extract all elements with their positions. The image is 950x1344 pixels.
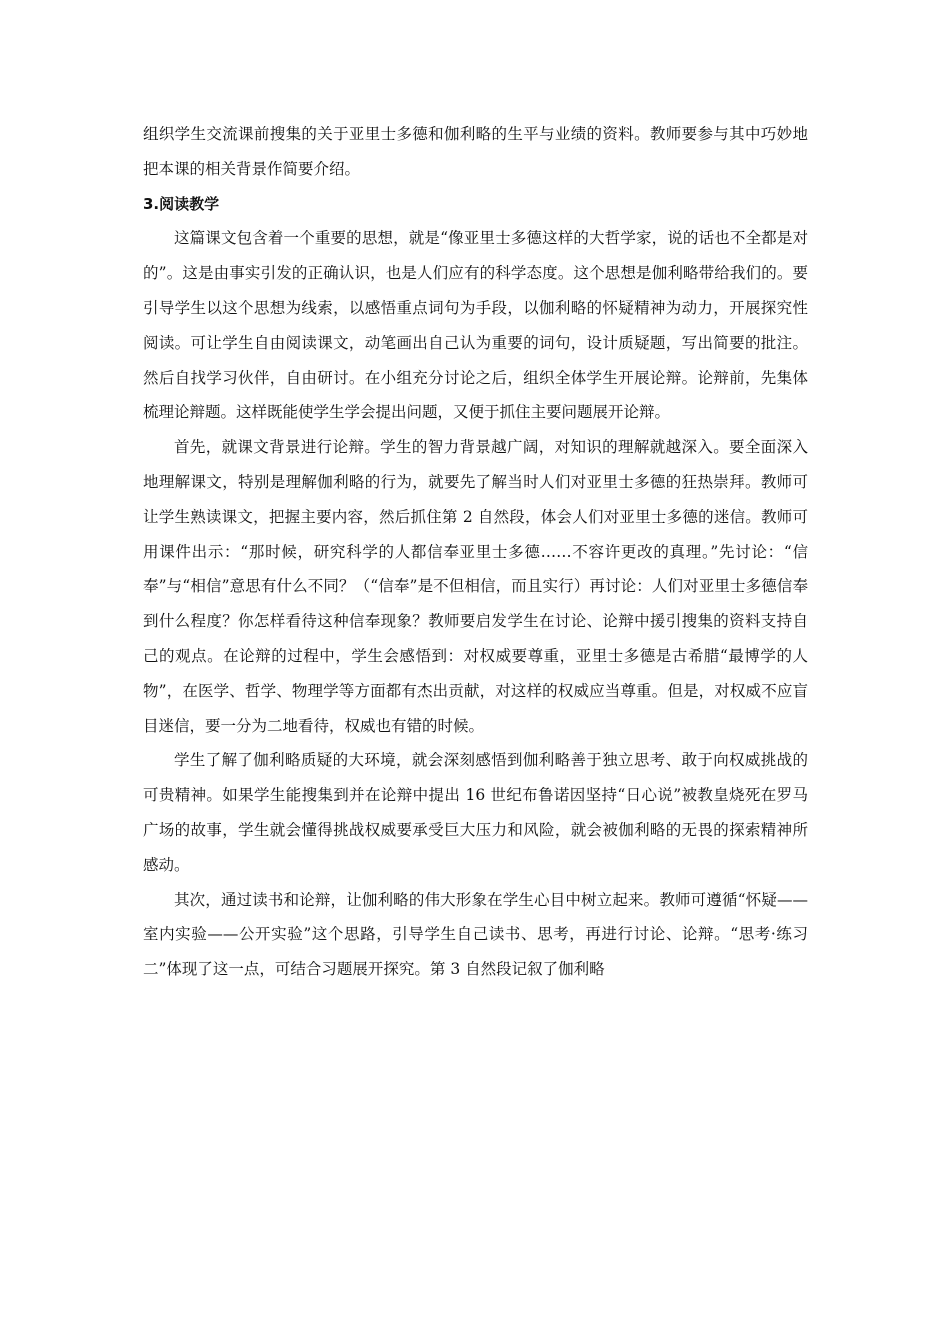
paragraph-intro-continuation: 组织学生交流课前搜集的关于亚里士多德和伽利略的生平与业绩的资料。教师要参与其中巧妙地把本课的相关背景作简要介绍。: [143, 125, 808, 178]
document-body: [143, 117, 808, 987]
section-heading-reading-teaching: 3.阅读教学: [143, 194, 220, 213]
paragraph-galileo-spirit: 学生了解了伽利略质疑的大环境，就会深刻感悟到伽利略善于独立思考、敢于向权威挑战的可贵精神。如果学生能搜集到并在论辩中提出 16 世纪布鲁诺因坚持“日心说”被教皇烧死在罗马广场的故事，学生就会懂得挑战权威要承受巨大压力和风险，就会被伽利略的无畏的探索精神所感动。: [143, 751, 808, 874]
paragraph-core-idea: 这篇课文包含着一个重要的思想，就是“像亚里士多德这样的大哲学家，说的话也不全都是对的”。这是由事实引发的正确认识，也是人们应有的科学态度。这个思想是伽利略带给我们的。要引导学生以这个思想为线索，以感悟重点词句为手段，以伽利略的怀疑精神为动力，开展探究性阅读。可让学生自由阅读课文，动笔画出自己认为重要的词句，设计质疑题，写出简要的批注。然后自找学习伙伴，自由研讨。在小组充分讨论之后，组织全体学生开展论辩。论辩前，先集体梳理论辩题。这样既能使学生学会提出问题，又便于抓住主要问题展开论辩。: [143, 229, 808, 422]
paragraph-reading-and-debate: 其次，通过读书和论辩，让伽利略的伟大形象在学生心目中树立起来。教师可遵循“怀疑——室内实验——公开实验”这个思路，引导学生自己读书、思考，再进行讨论、论辩。“思考·练习二”体现了这一点，可结合习题展开探究。第 3 自然段记叙了伽利略: [143, 890, 808, 979]
paragraph-background-debate: 首先，就课文背景进行论辩。学生的智力背景越广阔，对知识的理解就越深入。要全面深入地理解课文，特别是理解伽利略的行为，就要先了解当时人们对亚里士多德的狂热崇拜。教师可让学生熟读课文，把握主要内容，然后抓住第 2 自然段，体会人们对亚里士多德的迷信。教师可用课件出示：“那时候，研究科学的人都信奉亚里士多德……不容许更改的真理。”先讨论：“信奉”与“相信”意思有什么不同？（“信奉”是不但相信，而且实行）再讨论：人们对亚里士多德信奉到什么程度？你怎样看待这种信奉现象？教师要启发学生在讨论、论辩中援引搜集的资料支持自己的观点。在论辩的过程中，学生会感悟到：对权威要尊重，亚里士多德是古希腊“最博学的人物”，在医学、哲学、物理学等方面都有杰出贡献，对这样的权威应当尊重。但是，对权威不应盲目迷信，要一分为二地看待，权威也有错的时候。: [143, 438, 808, 735]
